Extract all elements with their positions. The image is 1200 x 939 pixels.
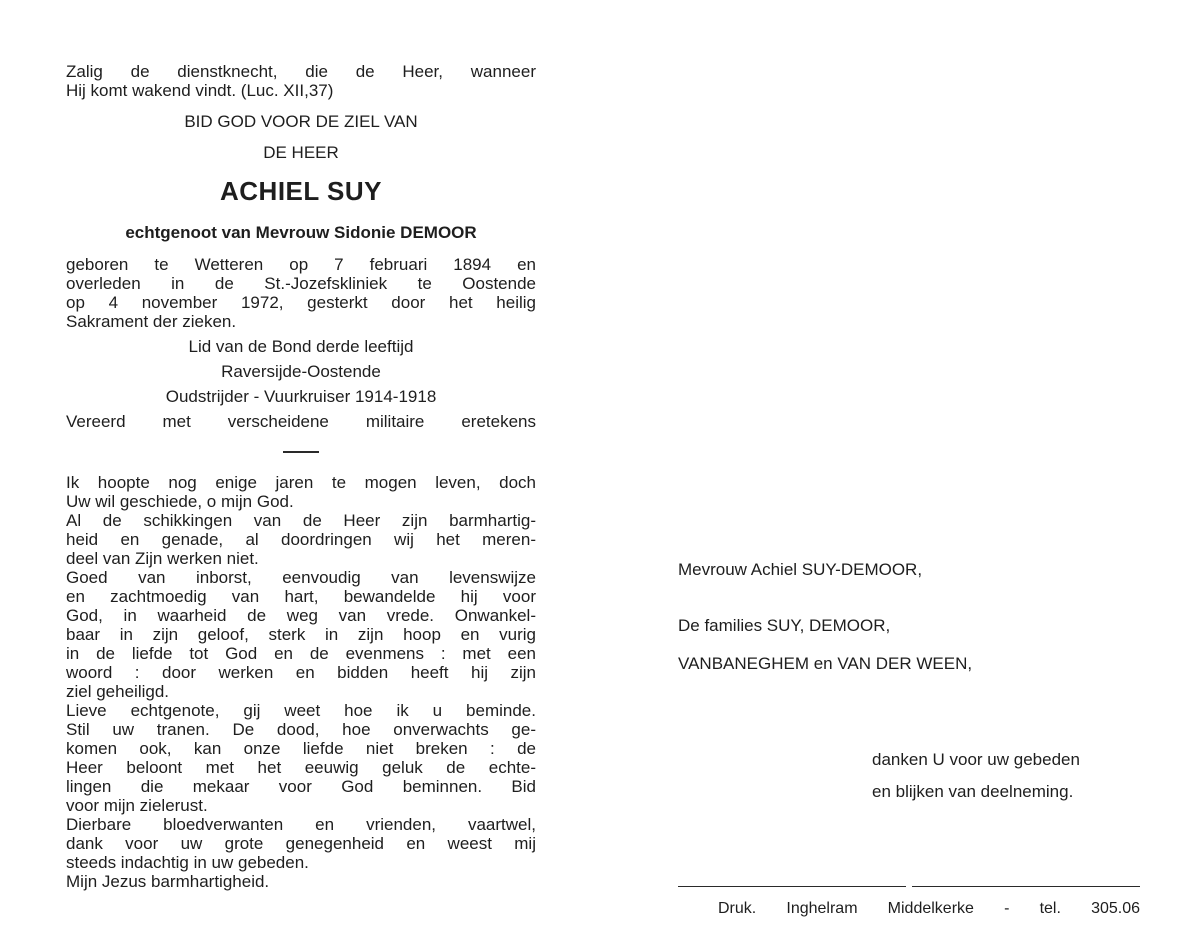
text-line: Mijn Jezus barmhartigheid. <box>66 872 270 891</box>
member-line-2: Raversijde-Oostende <box>221 362 381 381</box>
text-line: dank voor uw grote genegenheid en weest mij <box>66 834 536 853</box>
text-line: Goed van inborst, eenvoudig van levenswijze <box>66 568 536 587</box>
text-line: God, in waarheid de weg van vrede. Onwankel- <box>66 606 536 625</box>
text-line: lingen die mekaar voor God beminnen. Bid <box>66 777 536 796</box>
text-line: voor mijn zielerust. <box>66 796 208 815</box>
families-line-1: De families SUY, DEMOOR, <box>678 616 891 635</box>
bottom-rule-left <box>678 886 906 887</box>
body-text <box>66 473 536 891</box>
text-line: komen ook, kan onze liefde niet breken : de <box>66 739 536 758</box>
text-line: en zachtmoedig van hart, bewandelde hij voor <box>66 587 536 606</box>
bio-line-3: op 4 november 1972, gesterkt door het heilig <box>66 293 536 312</box>
left-panel <box>66 62 536 891</box>
text-line: Uw wil geschiede, o mijn God. <box>66 492 294 511</box>
text-line: Al de schikkingen van de Heer zijn barmhartig- <box>66 511 536 530</box>
bottom-rule-right <box>912 886 1140 887</box>
text-line: Ik hoopte nog enige jaren te mogen leven, doch <box>66 473 536 492</box>
member-line-1: Lid van de Bond derde leeftijd <box>188 337 414 356</box>
families-line-2: VANBANEGHEM en VAN DER WEEN, <box>678 654 973 673</box>
verse-line-1: Zalig de dienstknecht, die de Heer, wanneer <box>66 62 536 81</box>
thanks-line-1: danken U voor uw gebeden <box>872 750 1080 769</box>
text-line: Stil uw tranen. De dood, hoe onverwachts ge- <box>66 720 536 739</box>
verse-line-2: Hij komt wakend vindt. (Luc. XII,37) <box>66 81 334 100</box>
honors-line: Vereerd met verscheidene militaire eretekens <box>66 412 536 431</box>
deceased-name: ACHIEL SUY <box>220 176 382 206</box>
thanks-block <box>678 750 1148 802</box>
text-line: steeds indachtig in uw gebeden. <box>66 853 309 872</box>
text-line: woord : door werken en bidden heeft hij zijn <box>66 663 536 682</box>
thanks-line-2: en blijken van deelneming. <box>872 782 1074 801</box>
text-line: deel van Zijn werken niet. <box>66 549 259 568</box>
text-line: Dierbare bloedverwanten en vrienden, vaartwel, <box>66 815 536 834</box>
text-line: Heer beloont met het eeuwig geluk de echte- <box>66 758 536 777</box>
text-line: ziel geheiligd. <box>66 682 170 701</box>
spouse-line: echtgenoot van Mevrouw Sidonie DEMOOR <box>125 223 477 242</box>
bottom-rule <box>678 886 1140 888</box>
bio-line-2: overleden in de St.-Jozefskliniek te Oostende <box>66 274 536 293</box>
bio-line-4: Sakrament der zieken. <box>66 312 237 331</box>
veteran-line: Oudstrijder - Vuurkruiser 1914-1918 <box>165 387 437 406</box>
title-line: DE HEER <box>263 143 339 162</box>
printer-line: Druk. Inghelram Middelkerke - tel. 305.06 <box>718 900 1140 917</box>
prayer-line: BID GOD VOOR DE ZIEL VAN <box>184 112 418 131</box>
text-line: heid en genade, al doordringen wij het meren- <box>66 530 536 549</box>
right-panel <box>678 560 1148 814</box>
text-line: Lieve echtgenote, gij weet hoe ik u beminde. <box>66 701 536 720</box>
text-line: baar in zijn geloof, sterk in zijn hoop en vurig <box>66 625 536 644</box>
bio-line-1: geboren te Wetteren op 7 februari 1894 en <box>66 255 536 274</box>
widow-line: Mevrouw Achiel SUY-DEMOOR, <box>678 560 923 579</box>
text-line: in de liefde tot God en de evenmens : met een <box>66 644 536 663</box>
